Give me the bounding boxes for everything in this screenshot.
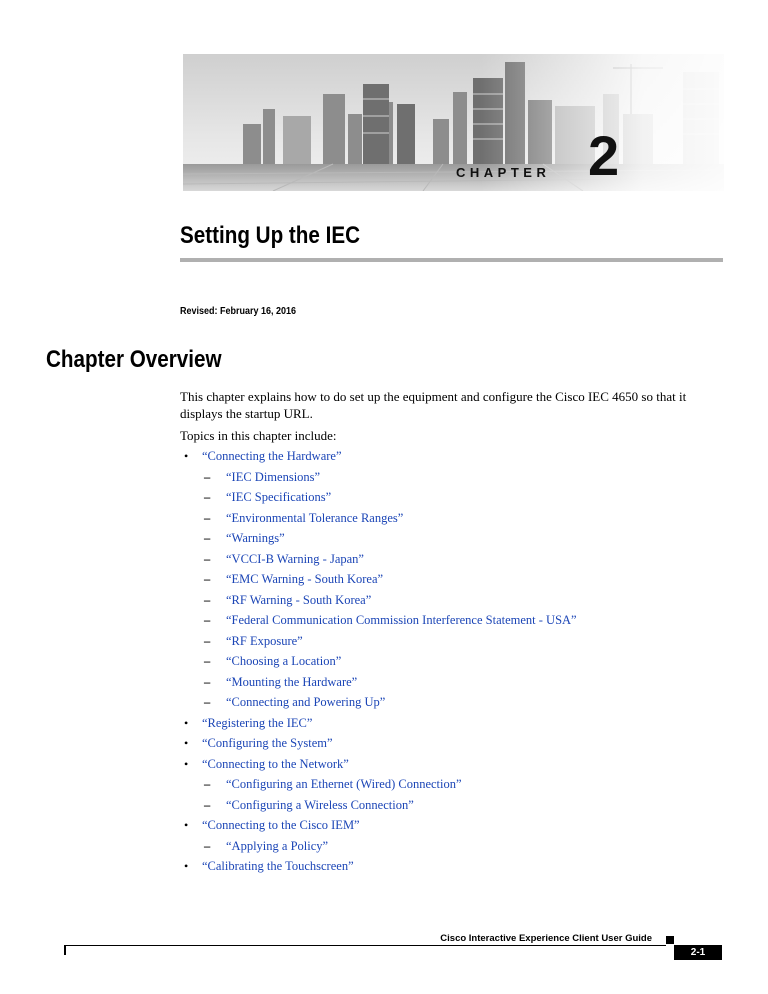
topic-link[interactable]: “Applying a Policy”	[226, 838, 329, 853]
subtopic-item	[180, 508, 720, 529]
chapter-title: Setting Up the IEC	[180, 222, 361, 249]
subtopic-item	[180, 467, 720, 488]
dash-marker: –	[204, 613, 211, 627]
topic-link[interactable]: “VCCI-B Warning - Japan”	[226, 551, 364, 566]
topic-list	[180, 446, 720, 877]
subtopic-item	[180, 487, 720, 508]
topic-link[interactable]: “Configuring an Ethernet (Wired) Connection”	[226, 777, 462, 791]
topic-link[interactable]: “EMC Warning - South Korea”	[226, 572, 384, 586]
subtopic-item	[180, 774, 720, 795]
subtopic-item	[180, 651, 720, 672]
subtopic-item	[180, 795, 720, 816]
bullet-marker: •	[184, 859, 189, 873]
subtopic-item	[180, 569, 720, 590]
dash-marker: –	[204, 531, 211, 545]
topic-link[interactable]: “Connecting the Hardware”	[202, 449, 342, 463]
topic-link[interactable]: “Choosing a Location”	[226, 654, 342, 668]
dash-marker: –	[204, 469, 211, 484]
topic-link[interactable]: “Federal Communication Commission Interference Statement - USA”	[226, 613, 577, 627]
dash-marker: –	[204, 797, 211, 812]
topic-link[interactable]: “Registering the IEC”	[202, 715, 313, 730]
dash-marker: –	[204, 572, 211, 586]
dash-marker: –	[204, 838, 211, 853]
topic-item	[180, 856, 720, 877]
subtopic-item	[180, 672, 720, 693]
topic-link[interactable]: “Environmental Tolerance Ranges”	[226, 510, 404, 525]
dash-marker: –	[204, 654, 211, 668]
footer-guide-title: Cisco Interactive Experience Client User Guide	[440, 933, 652, 944]
dash-marker: –	[204, 777, 211, 791]
topic-link[interactable]: “RF Warning - South Korea”	[226, 592, 372, 607]
chapter-banner-image	[183, 54, 724, 191]
dash-marker: –	[204, 633, 211, 648]
page-number: 2-1	[674, 945, 722, 960]
chapter-label: CHAPTER	[456, 165, 551, 180]
title-rule	[180, 258, 723, 262]
topic-link[interactable]: “Connecting to the Cisco IEM”	[202, 818, 360, 832]
topic-item	[180, 754, 720, 775]
chapter-number: 2	[588, 124, 620, 187]
section-heading: Chapter Overview	[46, 346, 222, 373]
subtopic-item	[180, 610, 720, 631]
subtopic-item	[180, 549, 720, 570]
topic-link[interactable]: “Connecting to the Network”	[202, 756, 349, 771]
dash-marker: –	[204, 674, 211, 689]
dash-marker: –	[204, 490, 211, 504]
footer-rule	[64, 945, 666, 946]
topic-link[interactable]: “Mounting the Hardware”	[226, 674, 358, 689]
subtopic-item	[180, 692, 720, 713]
overview-paragraph: This chapter explains how to do set up the equipment and configure the Cisco IEC 4650 so that it displays the startup URL.	[180, 389, 687, 421]
topic-link[interactable]: “Connecting and Powering Up”	[226, 695, 386, 709]
topic-item	[180, 713, 720, 734]
bullet-marker: •	[184, 736, 189, 750]
topic-item	[180, 815, 720, 836]
footer-tick-mark	[64, 945, 66, 955]
topic-link[interactable]: “RF Exposure”	[226, 633, 303, 648]
dash-marker: –	[204, 510, 211, 525]
subtopic-item	[180, 631, 720, 652]
bullet-marker: •	[184, 818, 189, 832]
bullet-marker: •	[184, 715, 189, 730]
bullet-marker: •	[184, 449, 189, 463]
bullet-marker: •	[184, 756, 189, 771]
topic-link[interactable]: “Warnings”	[226, 531, 285, 545]
topic-link[interactable]: “Configuring the System”	[202, 736, 333, 750]
subtopic-item	[180, 528, 720, 549]
subtopic-item	[180, 836, 720, 857]
dash-marker: –	[204, 695, 211, 709]
topic-item	[180, 733, 720, 754]
topic-link[interactable]: “Calibrating the Touchscreen”	[202, 859, 354, 873]
subtopic-item	[180, 590, 720, 611]
footer-square-mark	[666, 936, 674, 944]
topic-item	[180, 446, 720, 467]
topic-link[interactable]: “IEC Specifications”	[226, 490, 332, 504]
dash-marker: –	[204, 551, 211, 566]
topics-intro: Topics in this chapter include:	[180, 428, 337, 443]
topic-link[interactable]: “IEC Dimensions”	[226, 469, 321, 484]
dash-marker: –	[204, 592, 211, 607]
revised-date: Revised: February 16, 2016	[180, 306, 297, 317]
topic-link[interactable]: “Configuring a Wireless Connection”	[226, 797, 414, 812]
